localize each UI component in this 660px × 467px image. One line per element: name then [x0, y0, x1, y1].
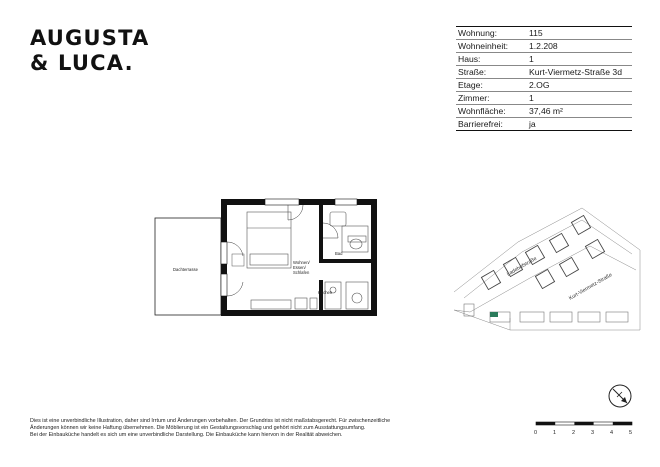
exterior-walls: [221, 199, 377, 316]
door-swing-lower: [227, 282, 243, 296]
wardrobe: [232, 254, 244, 266]
info-value: 1: [529, 53, 632, 66]
info-label: Wohnfläche:: [456, 105, 529, 118]
info-label: Straße:: [456, 66, 529, 79]
room-label-living-2: Essen/: [293, 265, 306, 270]
site-buildings: [481, 215, 604, 289]
info-row: [456, 53, 632, 66]
kitchen-counter: [325, 282, 368, 309]
window-top-right: [335, 199, 357, 205]
highlighted-building: [490, 312, 498, 317]
info-value: 1.2.208: [529, 40, 632, 53]
info-value: 1: [529, 92, 632, 105]
room-label-bath: Bad: [335, 251, 343, 256]
info-row: [456, 66, 632, 79]
bath-fixtures: [330, 212, 368, 252]
room-label-living-3: Schlafen: [293, 270, 310, 275]
info-value: 37,46 m²: [529, 105, 632, 118]
dining-table: [251, 298, 317, 309]
info-value: ja: [529, 118, 632, 131]
floor-plan: [150, 198, 382, 320]
logo-line-1: AUGUSTA: [30, 26, 150, 50]
scale-tick-label: 3: [591, 430, 595, 436]
terrace-door-upper: [221, 242, 227, 264]
scale-tick-label: 5: [629, 430, 633, 436]
scale-bar: [532, 420, 636, 440]
brand-logo: [30, 26, 149, 76]
scale-tick-label: 2: [572, 430, 576, 436]
info-label: Zimmer:: [456, 92, 529, 105]
info-row: [456, 27, 632, 40]
street-label-kurt-viermetz: Kurt-Viermetz-Straße: [568, 272, 614, 302]
info-label: Barrierefrei:: [456, 118, 529, 131]
street-label-ladehofstrasse: Ladehofstraße: [506, 255, 538, 278]
scale-tick-label: 0: [534, 430, 538, 436]
info-row: [456, 118, 632, 131]
info-value: 2.OG: [529, 79, 632, 92]
info-label: Haus:: [456, 53, 529, 66]
info-row: [456, 92, 632, 105]
info-value: Kurt-Viermetz-Straße 3d: [529, 66, 632, 79]
info-label: Etage:: [456, 79, 529, 92]
info-label: Wohneinheit:: [456, 40, 529, 53]
info-row: [456, 79, 632, 92]
terrace-door-lower: [221, 274, 227, 296]
scale-tick-label: 1: [553, 430, 557, 436]
scale-tick-label: 4: [610, 430, 614, 436]
bed: [247, 212, 291, 268]
info-row: [456, 105, 632, 118]
disclaimer-text: [30, 418, 500, 440]
info-value: 115: [529, 27, 632, 40]
disclaimer-line-3: Bei der Einbauküche handelt es sich um eine unverbindliche Darstellung. Die Einbauküche kann hiervon in der Realität abweichen.: [30, 432, 343, 439]
room-label-terrace: Dachterrasse: [173, 267, 198, 272]
entrance-door-swing: [288, 205, 303, 220]
window-top-left: [265, 199, 299, 205]
room-label-kitchen: Kochen: [318, 290, 333, 295]
room-label-living-1: Wohnen/: [293, 260, 310, 265]
north-arrow-icon: [607, 383, 633, 409]
info-row: [456, 40, 632, 53]
disclaimer-line-1: Dies ist eine unverbindliche Illustration, daher sind Irrtum und Änderungen vorbehalten. Der Grundriss ist nicht maßstabsgerecht. Für zwischenzeitliche: [30, 418, 391, 424]
disclaimer-line-2: Änderungen können wir keine Haftung übernehmen. Die Möblierung ist ein Gestaltungsvorschlag und gehört nicht zum Ausstattungsumfang.: [30, 425, 366, 432]
site-small-buildings: [464, 304, 628, 322]
site-plan: [450, 200, 642, 334]
info-label: Wohnung:: [456, 27, 529, 40]
logo-line-2: & LUCA.: [30, 51, 134, 75]
apartment-info-table: [456, 26, 632, 131]
